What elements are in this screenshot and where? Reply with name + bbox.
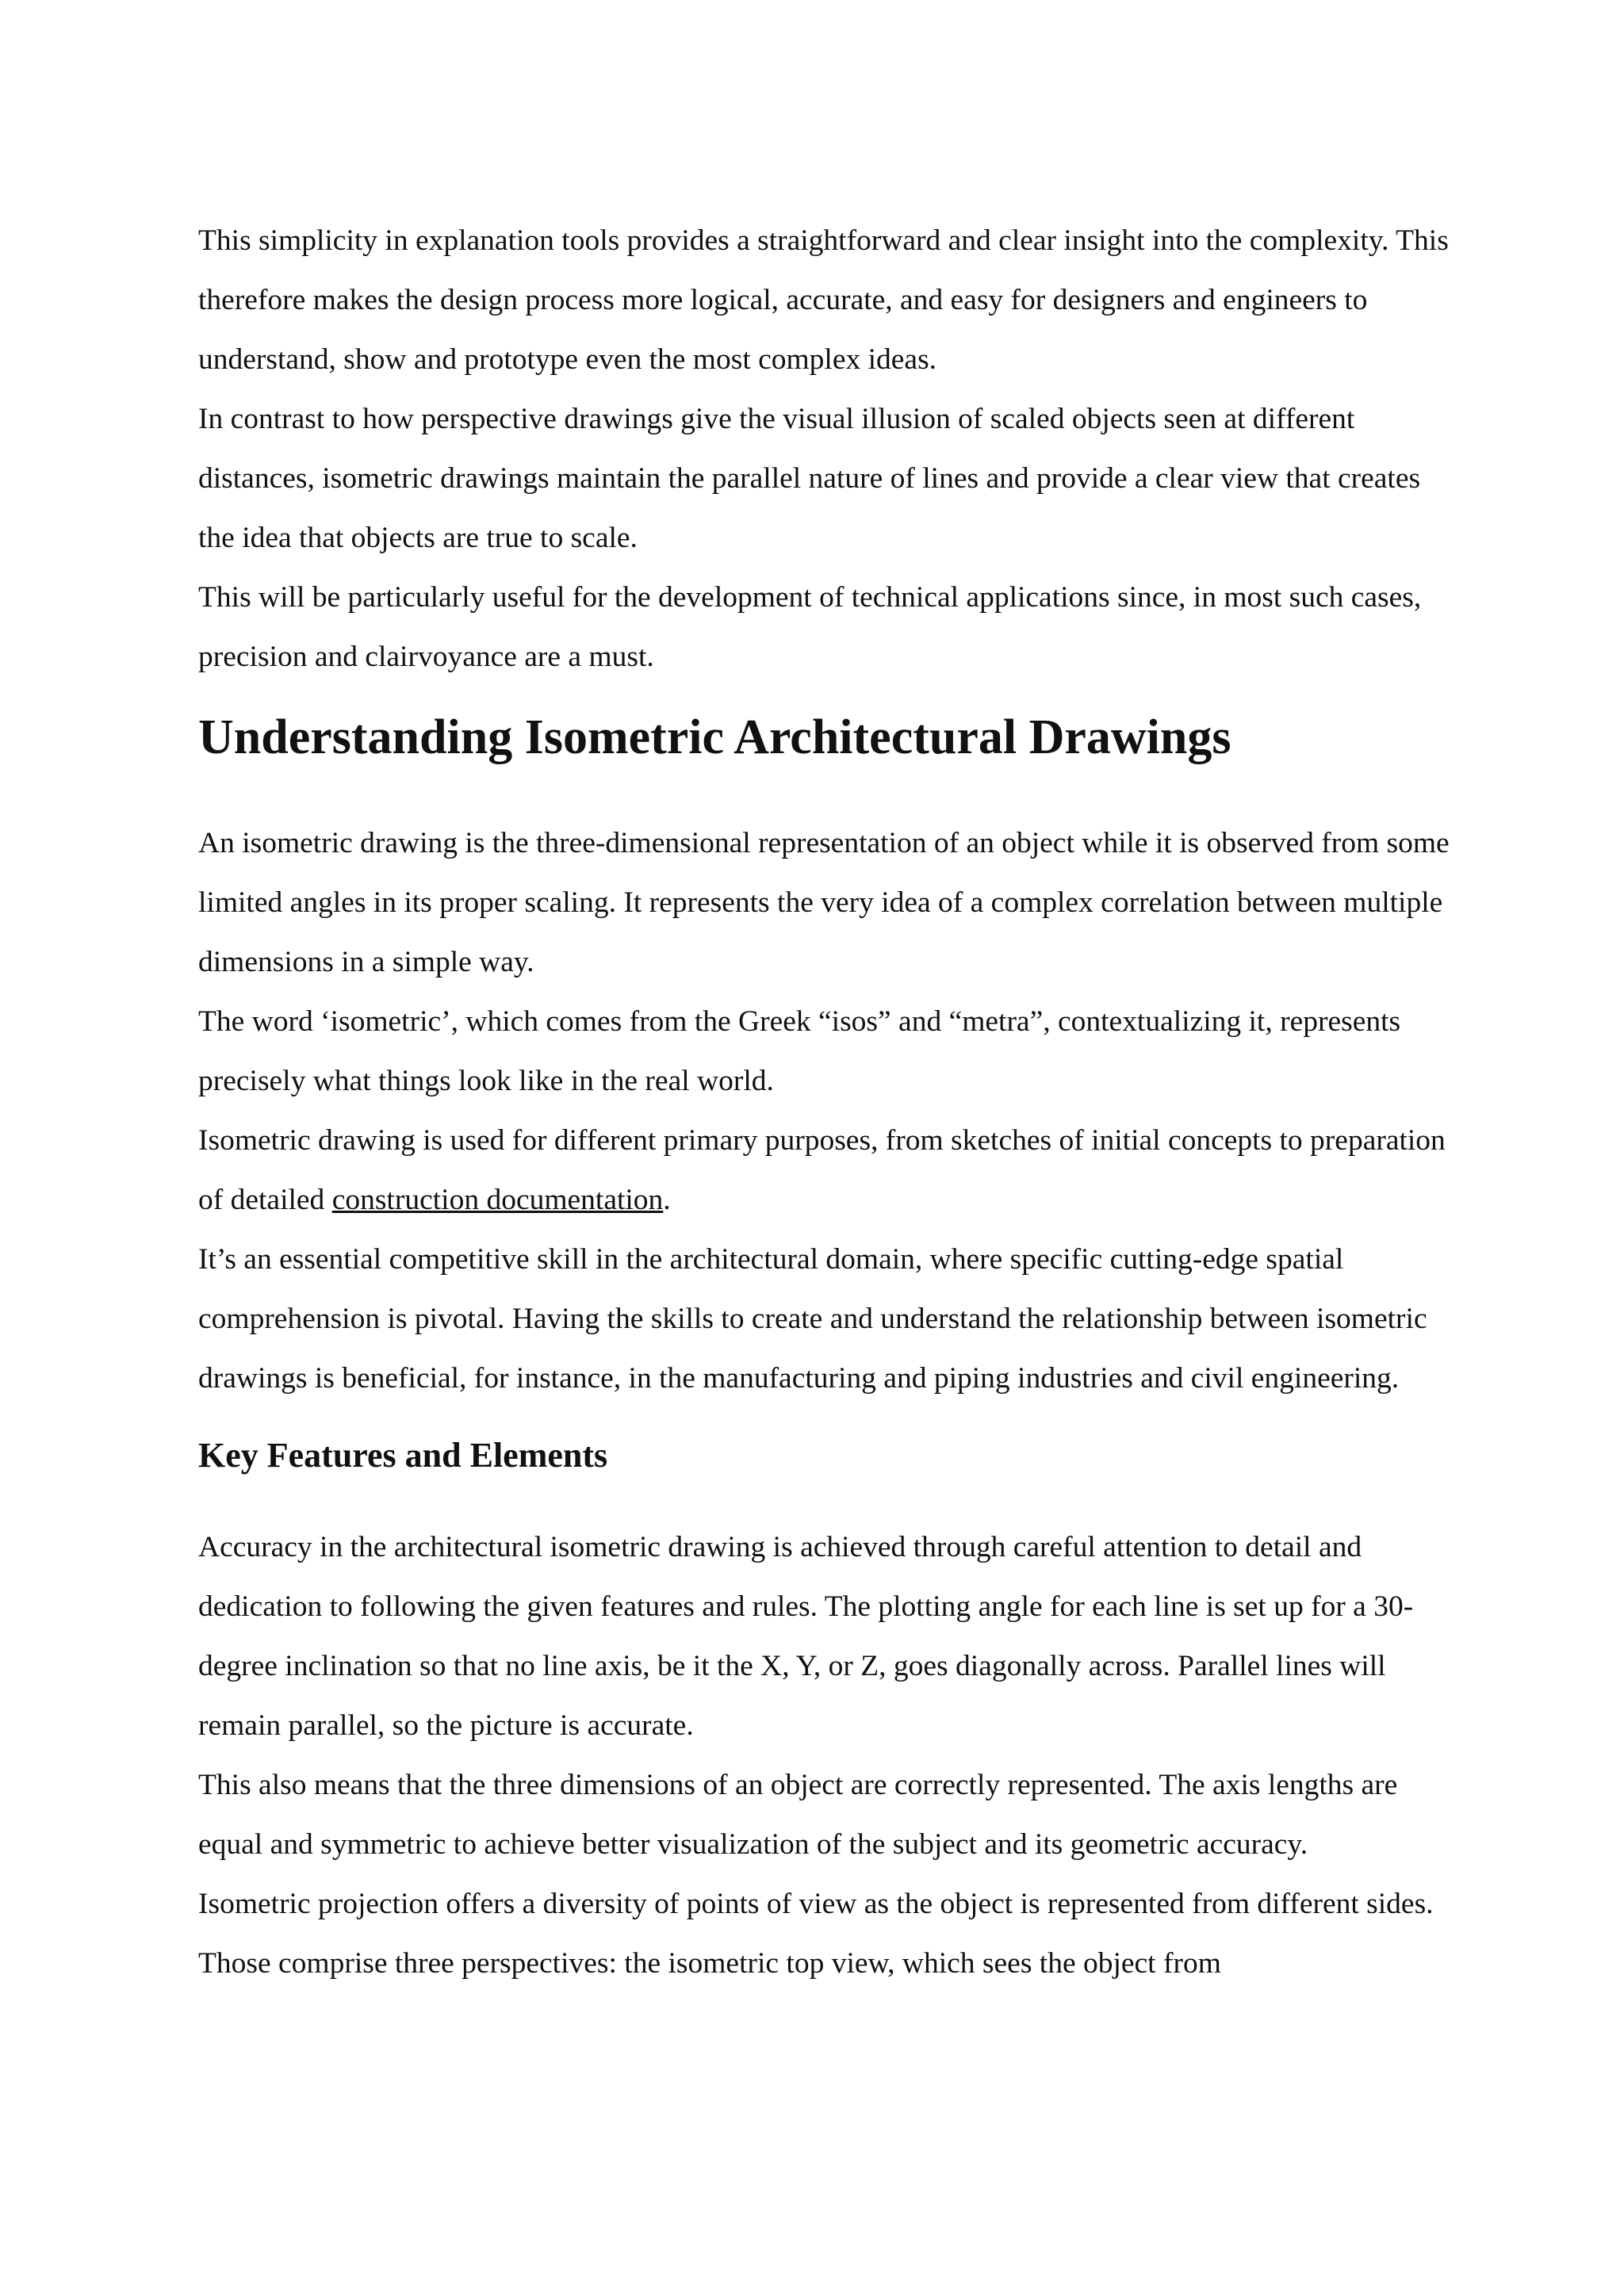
document-page xyxy=(198,211,1451,1993)
section2-paragraph-1: Accuracy in the architectural isometric drawing is achieved through careful attention to detail and dedication to following the given features and rules. The plotting angle for each line is set up for a 30-degree inclination so that no line axis, be it the X, Y, or Z, goes diagonally across. Parallel lines will remain parallel, so the picture is accurate. xyxy=(198,1531,1414,1742)
intro-paragraph-1: This simplicity in explanation tools provides a straightforward and clear insight into the complexity. This therefore makes the design process more logical, accurate, and easy for designers and engineers to understand, show and prototype even the most complex ideas. xyxy=(198,224,1449,376)
section-heading-key-features: Key Features and Elements xyxy=(198,1436,608,1475)
section1-paragraph-3 xyxy=(198,1111,1451,1230)
section-heading-understanding: Understanding Isometric Architectural Drawings xyxy=(198,710,1231,764)
construction-documentation-link[interactable]: construction documentation xyxy=(331,1184,664,1216)
section1-paragraph-1: An isometric drawing is the three-dimensional representation of an object while it is observed from some limited angles in its proper scaling. It represents the very idea of a complex correlation between multiple dimensions in a simple way. xyxy=(198,827,1450,978)
section1-paragraph-3-end: . xyxy=(663,1184,671,1216)
section2-paragraph-2: This also means that the three dimensions of an object are correctly represented. The axis lengths are equal and symmetric to achieve better visualization of the subject and its geometric accuracy. xyxy=(198,1769,1398,1861)
section2-paragraph-3: Isometric projection offers a diversity of points of view as the object is represented from different sides. Those comprise three perspectives: the isometric top view, which sees the object from xyxy=(198,1888,1434,1980)
section1-paragraph-4: It’s an essential competitive skill in the architectural domain, where specific cutting-edge spatial comprehension is pivotal. Having the skills to create and understand the relationship between isometric drawings is beneficial, for instance, in the manufacturing and piping industries and civil engineering. xyxy=(198,1243,1427,1395)
section1-paragraph-3-text: Isometric drawing is used for different primary purposes, from sketches of initial concepts to preparation of detailed xyxy=(198,1124,1446,1216)
intro-paragraph-3: This will be particularly useful for the development of technical applications since, in most such cases, precision and clairvoyance are a must. xyxy=(198,581,1422,673)
intro-paragraph-2: In contrast to how perspective drawings give the visual illusion of scaled objects seen at different distances, isometric drawings maintain the parallel nature of lines and provide a clear view that creates the idea that objects are true to scale. xyxy=(198,403,1421,554)
section1-paragraph-2: The word ‘isometric’, which comes from the Greek “isos” and “metra”, contextualizing it, represents precisely what things look like in the real world. xyxy=(198,1005,1401,1097)
